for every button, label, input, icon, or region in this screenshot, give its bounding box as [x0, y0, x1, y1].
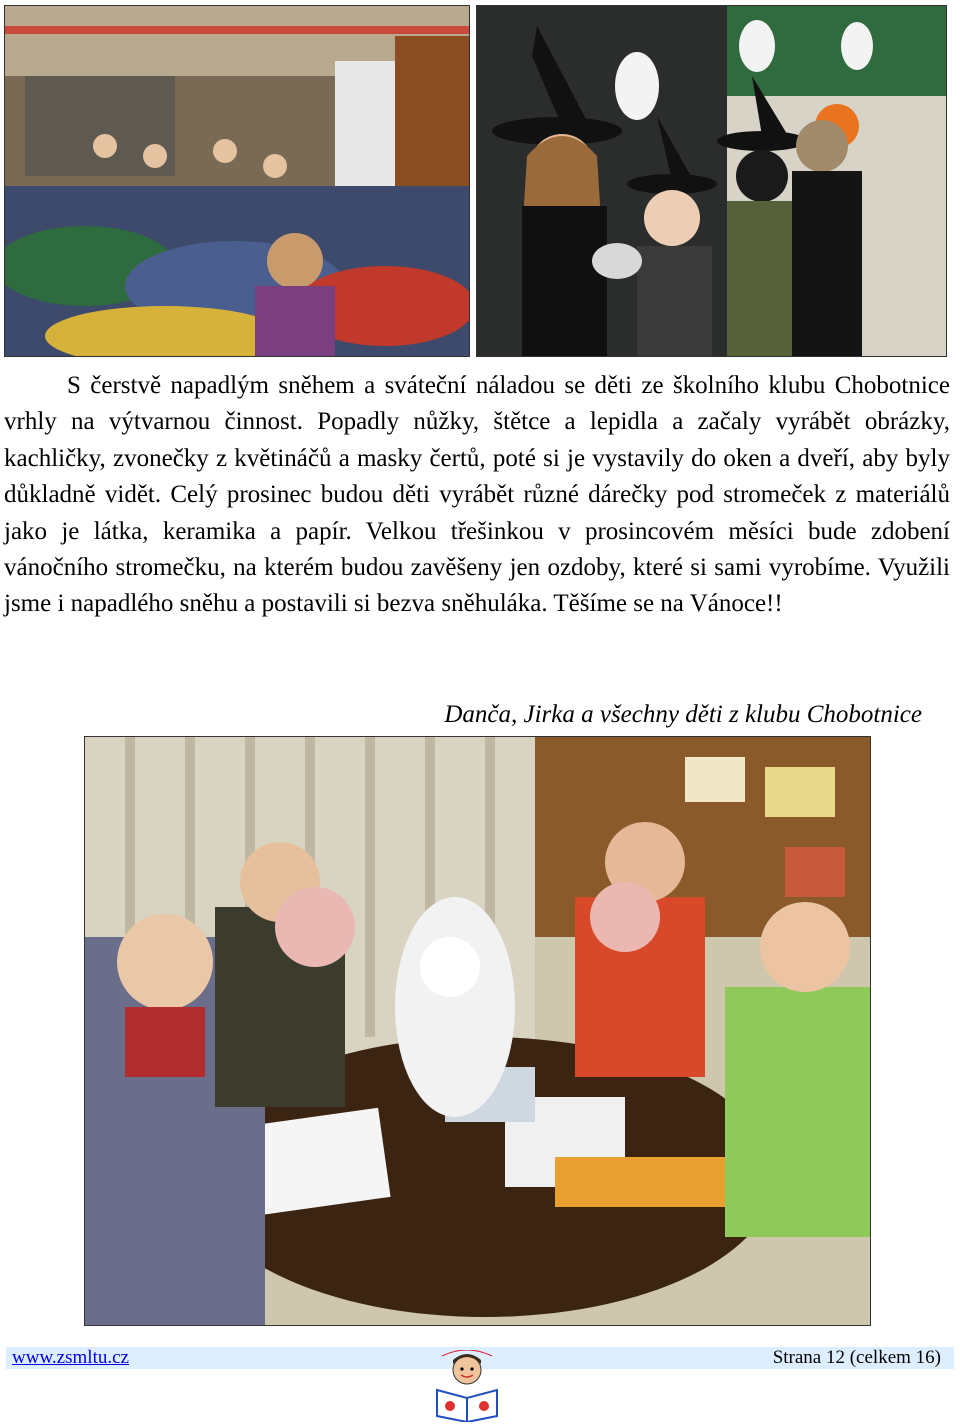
page-number: Strana 12 (celkem 16): [772, 1347, 941, 1368]
photo-club-room: [4, 5, 470, 357]
school-logo: [432, 1350, 502, 1422]
photo-crafts-table: [84, 736, 871, 1326]
article-text: [4, 368, 950, 623]
website-link[interactable]: www.zsmltu.cz: [12, 1347, 129, 1368]
article-signature: Danča, Jirka a všechny děti z klubu Chobotnice: [444, 701, 922, 728]
photo-witch-costumes: [476, 5, 947, 357]
article-paragraph: S čerstvě napadlým sněhem a sváteční náladou se děti ze školního klubu Chobotnice vrhly na výtvarnou činnost. Popadly nůžky, štětce a lepidla a začaly vyrábět obrázky, kachličky, zvonečky z květináčů a masky čertů, poté si je vystavily do oken a dveří, aby byly důkladně vidět. Celý prosinec budou děti vyrábět různé dárečky pod stromeček z materiálů jako je látka, keramika a papír. Velkou třešinkou v prosincovém měsíci bude zdobení vánočního stromečku, na kterém budou zavěšeny jen ozdoby, které si sami vyrobíme. Využili jsme i napadlého sněhu a postavili si bezva sněhuláka. Těšíme se na Vánoce!!: [4, 372, 950, 618]
